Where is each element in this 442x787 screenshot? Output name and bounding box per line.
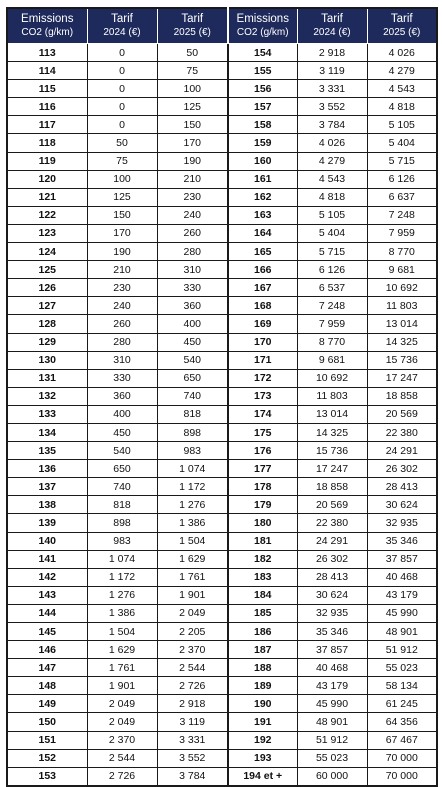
tarif-2025-cell: 32 935	[367, 514, 437, 532]
emissions-cell: 178	[228, 478, 297, 496]
tarif-2025-cell: 40 468	[367, 568, 437, 586]
emissions-cell: 169	[228, 315, 297, 333]
emissions-cell: 192	[228, 731, 297, 749]
header-tarif-2024-left: Tarif 2024 (€)	[87, 8, 157, 44]
tarif-2025-cell: 190	[157, 152, 228, 170]
tarif-2025-cell: 240	[157, 206, 228, 224]
tarif-2025-cell: 4 543	[367, 80, 437, 98]
tarif-2025-cell: 5 715	[367, 152, 437, 170]
tarif-2025-cell: 7 959	[367, 224, 437, 242]
emissions-cell: 189	[228, 677, 297, 695]
emissions-cell: 116	[7, 98, 87, 116]
tarif-2024-cell: 11 803	[297, 387, 367, 405]
tarif-2025-cell: 26 302	[367, 460, 437, 478]
header-emissions-left: Emissions CO2 (g/km)	[7, 8, 87, 44]
emissions-cell: 143	[7, 586, 87, 604]
tarif-2025-cell: 15 736	[367, 351, 437, 369]
tarif-2025-cell: 1 901	[157, 586, 228, 604]
tarif-2024-cell: 4 279	[297, 152, 367, 170]
emissions-cell: 193	[228, 749, 297, 767]
tarif-2025-cell: 2 918	[157, 695, 228, 713]
emissions-cell: 128	[7, 315, 87, 333]
emissions-cell: 150	[7, 713, 87, 731]
emissions-cell: 152	[7, 749, 87, 767]
emissions-cell: 188	[228, 659, 297, 677]
table-row	[7, 586, 437, 604]
tarif-2025-cell: 24 291	[367, 442, 437, 460]
emissions-cell: 160	[228, 152, 297, 170]
tarif-2024-cell: 210	[87, 261, 157, 279]
tarif-2025-cell: 400	[157, 315, 228, 333]
emissions-cell: 126	[7, 279, 87, 297]
emissions-cell: 156	[228, 80, 297, 98]
tarif-2025-cell: 67 467	[367, 731, 437, 749]
tarif-2024-cell: 20 569	[297, 496, 367, 514]
tarif-2024-cell: 1 629	[87, 641, 157, 659]
tarif-2025-cell: 6 637	[367, 188, 437, 206]
tarif-2024-cell: 1 761	[87, 659, 157, 677]
tarif-2024-cell: 17 247	[297, 460, 367, 478]
tarif-2024-cell: 2 370	[87, 731, 157, 749]
tarif-2025-cell: 75	[157, 62, 228, 80]
emissions-cell: 130	[7, 351, 87, 369]
tarif-2025-cell: 70 000	[367, 749, 437, 767]
tarif-2024-cell: 10 692	[297, 369, 367, 387]
tarif-2024-cell: 170	[87, 224, 157, 242]
emissions-cell: 181	[228, 532, 297, 550]
tarif-2025-cell: 20 569	[367, 405, 437, 423]
emissions-cell: 153	[7, 767, 87, 786]
table-row	[7, 514, 437, 532]
tarif-2024-cell: 898	[87, 514, 157, 532]
tarif-2024-cell: 100	[87, 170, 157, 188]
emissions-cell: 190	[228, 695, 297, 713]
emissions-cell: 135	[7, 442, 87, 460]
table-row	[7, 767, 437, 786]
tarif-2024-cell: 28 413	[297, 568, 367, 586]
emissions-cell: 121	[7, 188, 87, 206]
emissions-cell: 122	[7, 206, 87, 224]
tarif-2024-cell: 190	[87, 243, 157, 261]
tarif-2024-cell: 0	[87, 80, 157, 98]
tarif-2024-cell: 230	[87, 279, 157, 297]
emissions-cell: 179	[228, 496, 297, 514]
header-tarif-2025-left: Tarif 2025 (€)	[157, 8, 228, 44]
emissions-cell: 140	[7, 532, 87, 550]
tarif-2024-cell: 37 857	[297, 641, 367, 659]
tarif-2025-cell: 48 901	[367, 623, 437, 641]
table-row	[7, 460, 437, 478]
emissions-cell: 114	[7, 62, 87, 80]
table-row	[7, 224, 437, 242]
table-row	[7, 279, 437, 297]
emissions-cell: 168	[228, 297, 297, 315]
tarif-2024-cell: 40 468	[297, 659, 367, 677]
tarif-2025-cell: 1 172	[157, 478, 228, 496]
emissions-cell: 129	[7, 333, 87, 351]
tarif-2025-cell: 4 279	[367, 62, 437, 80]
tarif-2025-cell: 1 074	[157, 460, 228, 478]
tarif-2025-cell: 260	[157, 224, 228, 242]
tarif-2025-cell: 6 126	[367, 170, 437, 188]
tarif-2024-cell: 5 404	[297, 224, 367, 242]
tarif-2024-cell: 6 537	[297, 279, 367, 297]
tarif-2024-cell: 30 624	[297, 586, 367, 604]
tarif-2024-cell: 150	[87, 206, 157, 224]
tarif-2024-cell: 75	[87, 152, 157, 170]
tarif-2024-cell: 280	[87, 333, 157, 351]
emissions-cell: 183	[228, 568, 297, 586]
table-row	[7, 731, 437, 749]
tarif-2024-cell: 400	[87, 405, 157, 423]
header-tarif-2024-right: Tarif 2024 (€)	[297, 8, 367, 44]
tarif-2025-cell: 8 770	[367, 243, 437, 261]
emissions-cell: 132	[7, 387, 87, 405]
tarif-2025-cell: 1 276	[157, 496, 228, 514]
header-emissions-right: Emissions CO2 (g/km)	[228, 8, 297, 44]
table-row	[7, 369, 437, 387]
tarif-2024-cell: 35 346	[297, 623, 367, 641]
table-row	[7, 62, 437, 80]
tarif-2024-cell: 0	[87, 116, 157, 134]
tarif-2025-cell: 5 404	[367, 134, 437, 152]
tarif-2024-cell: 18 858	[297, 478, 367, 496]
table-row	[7, 478, 437, 496]
table-row	[7, 261, 437, 279]
emissions-cell: 151	[7, 731, 87, 749]
tarif-2024-cell: 60 000	[297, 767, 367, 786]
tarif-2025-cell: 50	[157, 44, 228, 62]
tarif-2025-cell: 43 179	[367, 586, 437, 604]
tarif-2025-cell: 540	[157, 351, 228, 369]
emissions-cell: 124	[7, 243, 87, 261]
table-row	[7, 387, 437, 405]
tarif-2024-cell: 2 726	[87, 767, 157, 786]
table-row	[7, 297, 437, 315]
tarif-2024-cell: 0	[87, 62, 157, 80]
tariff-table-container	[6, 7, 436, 787]
tarif-2025-cell: 125	[157, 98, 228, 116]
tarif-2025-cell: 64 356	[367, 713, 437, 731]
tarif-2025-cell: 3 331	[157, 731, 228, 749]
tarif-2025-cell: 18 858	[367, 387, 437, 405]
table-row	[7, 442, 437, 460]
emissions-cell: 154	[228, 44, 297, 62]
table-row	[7, 713, 437, 731]
emissions-cell: 167	[228, 279, 297, 297]
tarif-2024-cell: 3 784	[297, 116, 367, 134]
table-row	[7, 405, 437, 423]
tarif-2024-cell: 3 552	[297, 98, 367, 116]
emissions-cell: 174	[228, 405, 297, 423]
table-row	[7, 206, 437, 224]
tarif-2025-cell: 170	[157, 134, 228, 152]
tarif-2025-cell: 983	[157, 442, 228, 460]
table-row	[7, 315, 437, 333]
tarif-2024-cell: 360	[87, 387, 157, 405]
emissions-cell: 147	[7, 659, 87, 677]
emissions-cell: 170	[228, 333, 297, 351]
tarif-2025-cell: 28 413	[367, 478, 437, 496]
emissions-cell: 113	[7, 44, 87, 62]
tarif-2024-cell: 0	[87, 98, 157, 116]
emissions-cell: 163	[228, 206, 297, 224]
tarif-2024-cell: 3 119	[297, 62, 367, 80]
tarif-2025-cell: 1 504	[157, 532, 228, 550]
table-row	[7, 659, 437, 677]
emissions-cell: 131	[7, 369, 87, 387]
tarif-2025-cell: 280	[157, 243, 228, 261]
table-row	[7, 496, 437, 514]
tarif-2025-cell: 61 245	[367, 695, 437, 713]
tarif-2025-cell: 1 761	[157, 568, 228, 586]
table-row	[7, 623, 437, 641]
tarif-2024-cell: 1 172	[87, 568, 157, 586]
emissions-cell: 136	[7, 460, 87, 478]
table-row	[7, 677, 437, 695]
tarif-2024-cell: 983	[87, 532, 157, 550]
tarif-2024-cell: 1 276	[87, 586, 157, 604]
emissions-cell: 146	[7, 641, 87, 659]
tarif-2025-cell: 310	[157, 261, 228, 279]
table-row	[7, 188, 437, 206]
tarif-2024-cell: 2 049	[87, 695, 157, 713]
tarif-2025-cell: 9 681	[367, 261, 437, 279]
tarif-2025-cell: 2 726	[157, 677, 228, 695]
tarif-2025-cell: 3 552	[157, 749, 228, 767]
table-row	[7, 98, 437, 116]
table-row	[7, 532, 437, 550]
emissions-cell: 118	[7, 134, 87, 152]
tarif-2024-cell: 7 959	[297, 315, 367, 333]
tarif-2025-cell: 4 818	[367, 98, 437, 116]
tarif-2024-cell: 43 179	[297, 677, 367, 695]
emissions-cell: 191	[228, 713, 297, 731]
tarif-2025-cell: 650	[157, 369, 228, 387]
tarif-2024-cell: 310	[87, 351, 157, 369]
tarif-2024-cell: 13 014	[297, 405, 367, 423]
tarif-2025-cell: 2 544	[157, 659, 228, 677]
emissions-cell: 177	[228, 460, 297, 478]
tarif-2025-cell: 7 248	[367, 206, 437, 224]
table-row	[7, 44, 437, 62]
emissions-cell: 175	[228, 423, 297, 441]
tarif-2025-cell: 55 023	[367, 659, 437, 677]
tarif-2024-cell: 650	[87, 460, 157, 478]
tarif-2024-cell: 2 544	[87, 749, 157, 767]
tarif-2024-cell: 55 023	[297, 749, 367, 767]
emissions-cell: 186	[228, 623, 297, 641]
tarif-2025-cell: 360	[157, 297, 228, 315]
tarif-2024-cell: 1 386	[87, 604, 157, 622]
table-row	[7, 749, 437, 767]
tarif-2025-cell: 22 380	[367, 423, 437, 441]
emissions-cell: 142	[7, 568, 87, 586]
tarif-2025-cell: 1 386	[157, 514, 228, 532]
emissions-cell: 162	[228, 188, 297, 206]
emissions-cell: 145	[7, 623, 87, 641]
tarif-2025-cell: 14 325	[367, 333, 437, 351]
tarif-2025-cell: 2 370	[157, 641, 228, 659]
emissions-cell: 161	[228, 170, 297, 188]
tarif-2024-cell: 125	[87, 188, 157, 206]
tarif-2025-cell: 51 912	[367, 641, 437, 659]
tarif-2024-cell: 1 504	[87, 623, 157, 641]
tarif-2024-cell: 4 818	[297, 188, 367, 206]
emissions-cell: 123	[7, 224, 87, 242]
emissions-cell: 184	[228, 586, 297, 604]
emissions-cell: 144	[7, 604, 87, 622]
emissions-cell: 182	[228, 550, 297, 568]
tarif-2025-cell: 3 119	[157, 713, 228, 731]
tarif-2024-cell: 48 901	[297, 713, 367, 731]
emissions-cell: 165	[228, 243, 297, 261]
tarif-2024-cell: 740	[87, 478, 157, 496]
emissions-cell: 139	[7, 514, 87, 532]
emissions-cell: 172	[228, 369, 297, 387]
tarif-2024-cell: 450	[87, 423, 157, 441]
emissions-cell: 117	[7, 116, 87, 134]
emissions-cell: 185	[228, 604, 297, 622]
tarif-2025-cell: 17 247	[367, 369, 437, 387]
emissions-cell: 164	[228, 224, 297, 242]
tarif-2025-cell: 1 629	[157, 550, 228, 568]
tarif-2025-cell: 45 990	[367, 604, 437, 622]
emissions-cell: 176	[228, 442, 297, 460]
tarif-2024-cell: 15 736	[297, 442, 367, 460]
tarif-2024-cell: 5 105	[297, 206, 367, 224]
emissions-cell: 159	[228, 134, 297, 152]
emissions-cell: 120	[7, 170, 87, 188]
emissions-cell: 125	[7, 261, 87, 279]
tarif-2025-cell: 11 803	[367, 297, 437, 315]
tarif-2025-cell: 3 784	[157, 767, 228, 786]
emissions-cell: 180	[228, 514, 297, 532]
tarif-2025-cell: 330	[157, 279, 228, 297]
co2-tariff-table	[6, 7, 438, 787]
table-header	[7, 8, 437, 44]
emissions-cell: 149	[7, 695, 87, 713]
tarif-2025-cell: 13 014	[367, 315, 437, 333]
tarif-2024-cell: 1 901	[87, 677, 157, 695]
tarif-2024-cell: 260	[87, 315, 157, 333]
tarif-2025-cell: 4 026	[367, 44, 437, 62]
tarif-2025-cell: 70 000	[367, 767, 437, 786]
table-row	[7, 423, 437, 441]
table-row	[7, 568, 437, 586]
tarif-2024-cell: 2 918	[297, 44, 367, 62]
tarif-2025-cell: 210	[157, 170, 228, 188]
emissions-cell: 141	[7, 550, 87, 568]
tarif-2025-cell: 30 624	[367, 496, 437, 514]
table-row	[7, 152, 437, 170]
table-row	[7, 116, 437, 134]
tarif-2024-cell: 330	[87, 369, 157, 387]
tarif-2024-cell: 45 990	[297, 695, 367, 713]
tarif-2025-cell: 37 857	[367, 550, 437, 568]
tarif-2024-cell: 4 026	[297, 134, 367, 152]
table-body	[7, 44, 437, 786]
tarif-2024-cell: 24 291	[297, 532, 367, 550]
emissions-cell: 155	[228, 62, 297, 80]
table-row	[7, 80, 437, 98]
emissions-cell: 134	[7, 423, 87, 441]
emissions-cell: 166	[228, 261, 297, 279]
table-row	[7, 243, 437, 261]
tarif-2024-cell: 818	[87, 496, 157, 514]
tarif-2025-cell: 10 692	[367, 279, 437, 297]
tarif-2025-cell: 450	[157, 333, 228, 351]
tarif-2025-cell: 150	[157, 116, 228, 134]
emissions-cell: 173	[228, 387, 297, 405]
table-row	[7, 641, 437, 659]
tarif-2024-cell: 7 248	[297, 297, 367, 315]
table-row	[7, 170, 437, 188]
tarif-2024-cell: 5 715	[297, 243, 367, 261]
tarif-2024-cell: 32 935	[297, 604, 367, 622]
tarif-2024-cell: 4 543	[297, 170, 367, 188]
table-row	[7, 604, 437, 622]
tarif-2024-cell: 1 074	[87, 550, 157, 568]
emissions-cell: 115	[7, 80, 87, 98]
emissions-cell: 127	[7, 297, 87, 315]
emissions-cell: 138	[7, 496, 87, 514]
emissions-cell: 171	[228, 351, 297, 369]
tarif-2025-cell: 58 134	[367, 677, 437, 695]
emissions-cell: 194 et +	[228, 767, 297, 786]
tarif-2025-cell: 740	[157, 387, 228, 405]
tarif-2024-cell: 540	[87, 442, 157, 460]
tarif-2025-cell: 2 049	[157, 604, 228, 622]
tarif-2024-cell: 3 331	[297, 80, 367, 98]
table-row	[7, 351, 437, 369]
tarif-2025-cell: 818	[157, 405, 228, 423]
emissions-cell: 137	[7, 478, 87, 496]
tarif-2025-cell: 2 205	[157, 623, 228, 641]
table-row	[7, 550, 437, 568]
emissions-cell: 158	[228, 116, 297, 134]
tarif-2025-cell: 230	[157, 188, 228, 206]
table-row	[7, 695, 437, 713]
emissions-cell: 119	[7, 152, 87, 170]
header-tarif-2025-right: Tarif 2025 (€)	[367, 8, 437, 44]
tarif-2025-cell: 898	[157, 423, 228, 441]
table-row	[7, 333, 437, 351]
tarif-2025-cell: 35 346	[367, 532, 437, 550]
tarif-2024-cell: 6 126	[297, 261, 367, 279]
tarif-2024-cell: 26 302	[297, 550, 367, 568]
emissions-cell: 148	[7, 677, 87, 695]
tarif-2024-cell: 14 325	[297, 423, 367, 441]
table-row	[7, 134, 437, 152]
emissions-cell: 133	[7, 405, 87, 423]
tarif-2024-cell: 22 380	[297, 514, 367, 532]
tarif-2024-cell: 0	[87, 44, 157, 62]
tarif-2024-cell: 51 912	[297, 731, 367, 749]
tarif-2024-cell: 50	[87, 134, 157, 152]
tarif-2024-cell: 2 049	[87, 713, 157, 731]
tarif-2025-cell: 5 105	[367, 116, 437, 134]
tarif-2024-cell: 9 681	[297, 351, 367, 369]
tarif-2024-cell: 8 770	[297, 333, 367, 351]
emissions-cell: 157	[228, 98, 297, 116]
tarif-2025-cell: 100	[157, 80, 228, 98]
emissions-cell: 187	[228, 641, 297, 659]
tarif-2024-cell: 240	[87, 297, 157, 315]
